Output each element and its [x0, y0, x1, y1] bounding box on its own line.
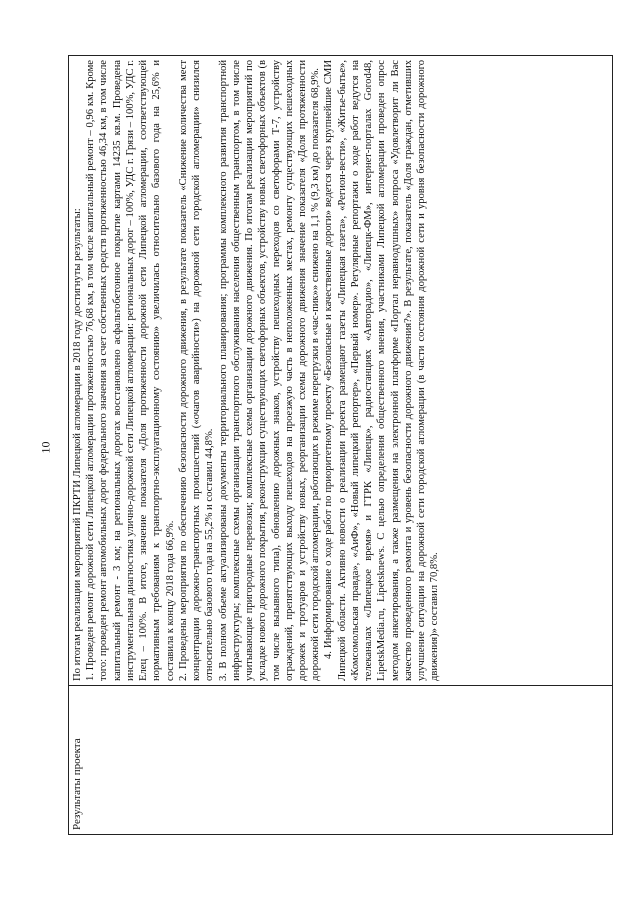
row-label-cell [69, 686, 613, 835]
row-label: Результаты проекта [71, 738, 83, 830]
result-paragraph-2: 2. Проведены мероприятия по обеспечению безопасности дорожного движения, в результате показатель «Снижение количества мест концентрации дорожно-транспортных происшествий («очагов аварийности») на дорожной сети городской агломерации» снизился относительно базового года на 55,2% и составил 44,8%. [177, 60, 216, 681]
row-content-cell [69, 56, 613, 686]
results-table [68, 55, 613, 835]
result-paragraph-1: 1. Проведен ремонт дорожной сети Липецкой агломерации протяженностью 76,68 км, в том числе капитальный ремонт – 0,96 км. Кроме того: проведен ремонт автомобильных дорог федерального значения за счет собственных средств протяженностью 46,34 км, в том числе капитальный ремонт - 3 км; на региональных дорогах восстановлено асфальтобетонное покрытие картами 14235 кв.м. Проведена инструментальная диагностика улично-дорожной сети Липецкой агломерации: региональных дорог – 100%, УДС г. Грязи – 100%, УДС г. Елец – 100%. В итоге, значение показателя «Доля протяженности дорожной сети Липецкой агломерации, соответствующей нормативным требованиям к транспортно-эксплуатационному состоянию» увеличилась относительно базового года на 25,6% и составила к концу 2018 года 66,9%. [85, 60, 176, 681]
result-paragraph-4: 4. Информирование о ходе работ по приоритетному проекту «Безопасные и качественные дороги» ведется через крупнейшие СМИ Липецкой области. Активно новости о реализации проекта размещают газеты «Липецкая газета», «Регион-вести», «Житье-бытье», «Комсомольская правда», «АиФ», «Новый липецкий репортер», «Первый номер». Регулярные репортажи о ходе работ ведутся на телеканалах «Липецкое время» и ГТРК «Липецк», радиостанциях «Авторадио», «Липецк-ФМ», интернет-порталах Gorod48, LipetskMedia.ru, Lipetsknews. С целью определения общественного мнения, участниками Липецкой агломерации проведен опрос методом анкетирования, а также размещения на электронной платформе «Портал неравнодушных» вопроса «Удовлетворит ли Вас качество проведенного ремонта и уровень безопасности дорожного движения?». В результате, показатель «Доля граждан, отметивших улучшение ситуации на дорожной сети городской агломерации (в части состояния дорожной сети и уровня безопасности дорожного движения)» составил 70,8%. [323, 60, 441, 681]
page-number: 10 [38, 441, 53, 454]
result-paragraph-3: 3. В полном объеме актуализированы документы территориального планирования; программы комплексного развития транспортной инфраструктуры; комплексные схемы организации транспортного обслуживания населения общественным транспортом, в том числе учитывающие пригородные перевозки; комплексные схемы организации дорожного движения. По итогам реализации мероприятий по укладке нового дорожного покрытия, реконструкции существующих светофорных объектов, устройству новых светофорных объектов (в том числе вызывного типа), обновлению дорожных знаков, устройству пешеходных переходов со светофорами Т-7, устройству ограждений, препятствующих выходу пешеходов на проезжую часть в неположенных местах, ремонту существующих пешеходных дорожек и тротуаров и устройству новых, реорганизации схемы дорожного движения значение показателя «Доля протяженности дорожной сети городской агломерации, работающих в режиме перегрузки в «час-пик»» снижено на 1,1 % (9,3 км) до показателя 68,9%. [217, 60, 322, 681]
table-row [69, 56, 613, 835]
intro-paragraph: По итогам реализации мероприятий ПКРТИ Липецкой агломерации в 2018 году достигнуты результаты: [72, 208, 83, 681]
results-table-rotated [68, 55, 613, 835]
